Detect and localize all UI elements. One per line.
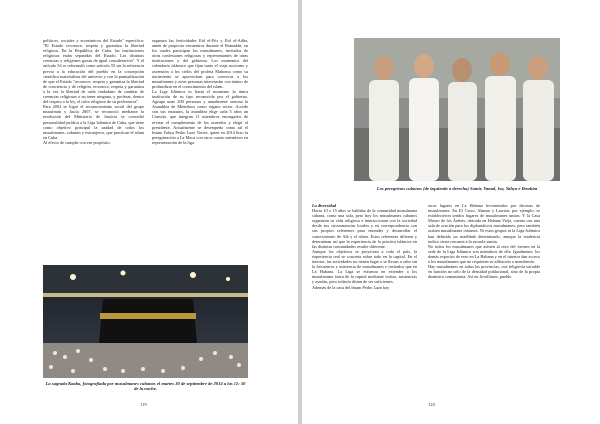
kaaba-photo — [43, 265, 248, 378]
right-column-1 — [312, 203, 417, 290]
section-heading: La diversidad — [312, 203, 336, 208]
paragraph: otros lugares en La Habana frecuentados por decenas de musulmanes. En El Cerro, Alamar y Lawton, por ejemplo, se establecieron sendos lugares de musulmanes unitas. Y la Casa Museo de los Árabes, ubicada en Habana Vieja, cuenta con una sala de oración para los diplomáticos musulmanes, pero también asisten musulmanes cubanos. Ni estos grupos ni la Liga Islámica han definido un madhhab determinado, aunque la tendencia indica cierta cercanía a la escuela sunita. — [428, 203, 540, 244]
left-page — [0, 0, 298, 424]
paragraph: Al efecto de cumplir con ese propósito, — [43, 139, 111, 145]
paragraph: políticos, sociales y económicos del Estado" especifica: "El Estado reconoce, respeta y garantiza la libertad religiosa. En la República de Cuba, las instituciones religiosas están separadas del Estado. Las distintas creencias y religiones gozan de igual consideración". Y el artículo 54 se reformuló como artículo 55 sin la referencia previa a la educación del pueblo en la concepción científica materialista del universo y con la puntualización de que el Estado "reconoce, respeta y garantiza la libertad de conciencia y de religión, reconoce, respeta y garantiza a la vez la libertad de cada ciudadano de cambiar de creencias religiosas o no tener ninguna, y profesar, dentro del respeto a la ley, el culto religioso de su preferencia". — [43, 38, 144, 105]
paragraph: Además de la casa del Imam Pedro Lazo hay — [312, 284, 390, 290]
paragraph: organiza las festividades Eid el-Fitr y Eid el-Adha, amén de propiciar encuentros durante el Ramadán, en los cuales participan los musulmanes, invitados de otras confesiones religiosas y representantes de otras instituciones y del gobierno. Los momentos del calendario islámico que fijan tanto el viaje nocturno y ascensión a los cielos del profeta Mahoma como su nacimiento se aprovechan para convocar a los musulmanes y otras personas interesadas con ánimo de profundizar en el conocimiento del islam. — [152, 38, 248, 89]
page-number: 120 — [428, 402, 435, 407]
paragraph: Hay musulmanes en todas las provincias, con feligresía variable en función no sólo de la densidad poblacional, sino de la propia dinámica comunitaria. Así en Jovellanos, pueblo — [428, 264, 540, 280]
pilgrims-photo-caption: Los peregrinos cubanos (de izquierda a derecha) Samir, Yamal, Isa, Yahya e Ibrahim — [376, 186, 538, 191]
paragraph: Aunque los objetivos se proyectan a todo el país, la experiencia real se concreta sobre todo en la capital. En el interior, las actividades no tienen lugar o se llevan a cabo sin la frecuencia y asistencia de musulmanes e invitados que en La Habana. La Liga se esfuerza en extender a los musulmanes fuera de la capital mediante visitas, asistencias y ayudas, pero todavía distan de ser suficientes. — [312, 248, 417, 285]
page-number: 119 — [140, 402, 147, 407]
left-column-1 — [43, 38, 144, 145]
left-column-2 — [152, 38, 248, 145]
paragraph: La Liga Islámica es hasta el momento la única institución de su tipo reconocida por el gobierno. Agrupa unas 200 personas y anualmente sesiona la Asamblea de Miembros como órgano rector. Acorde con sus estatutos, la asamblea elige cada 5 años un Consejo, que integran 11 miembros encargados de revisar el cumplimiento de los acuerdos y elegir al presidente. Actualmente se desempeña como tal el Imam Yahya Pedro Lazo Torres, quien en 2014 hizo la peregrinación a La Meca con otros cuatro miembros en representación de la liga. — [152, 88, 248, 145]
kaaba-photo-caption: La sagrada Kaaba, fotografiada por musulmanes cubanos el martes 30 de septiembre de 2014 a las 11: 50 de la noche. — [45, 381, 246, 392]
paragraph: No todos los musulmanes que asisten al rezo del viernes en la sede de la Liga Islámica son miembros de ella. Igualmente, los demás espacios de rezo en La Habana y en el interior dan acceso a los musulmanes que no requieren su afiliación o membresía. — [428, 243, 540, 265]
right-column-2 — [428, 203, 540, 279]
pilgrims-photo — [354, 38, 560, 181]
right-page — [302, 0, 600, 424]
paragraph: Para 2002 se logró el reconocimiento social del grupo musulmán y hacia 2007, se reconoció mediante la resolución del Ministerio de Justicia se concedió personalidad jurídica a la Liga Islámica de Cuba, que tiene como objetivo principal la unidad de todos los musulmanes, cubanos y extranjeros, que practican el islam en Cuba. — [43, 104, 144, 140]
paragraph: Hacia 10 o 15 años se hablaba de la comunidad musulmana cubana, como una sola, pero hoy los musulmanes cubanos organizan su vida religiosa e interaccionan con la sociedad desde sus circunstancias locales y en correspondencia con sus propios referentes para entender y desarrollar el conocimiento de Alá y el islam. Estos referentes difieren y determinan así que la experiencia de la práctica islámica en las distintas comunidades resulte diferente. — [312, 208, 417, 249]
